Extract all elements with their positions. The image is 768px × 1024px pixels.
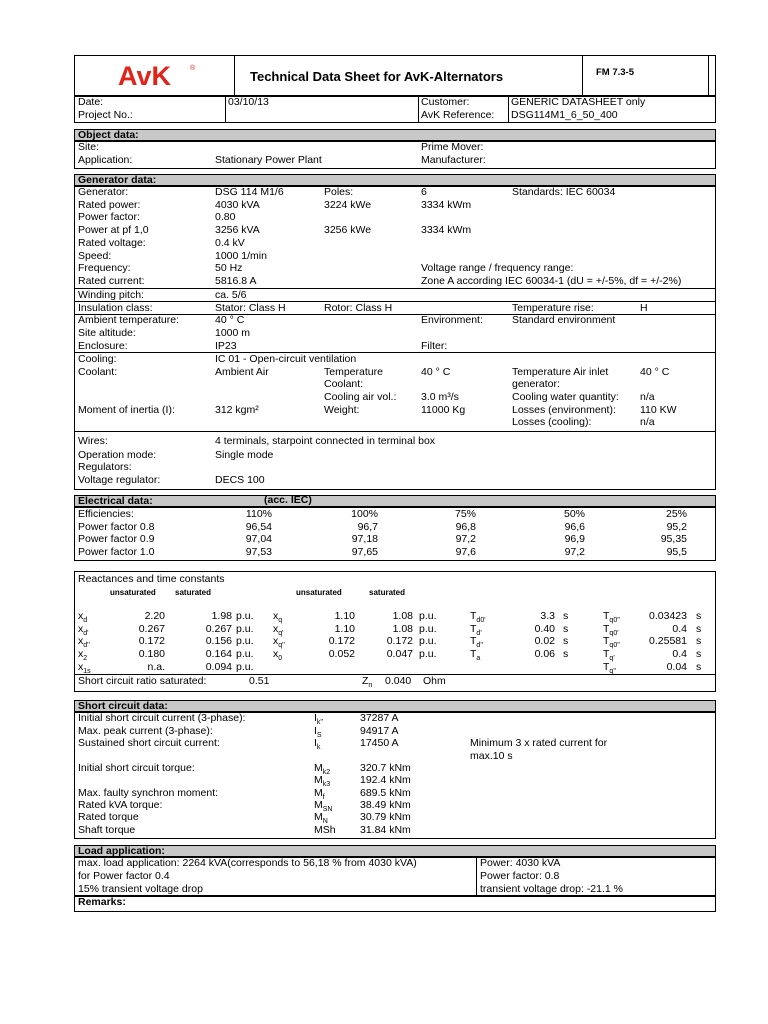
reactance-unit: s [696,635,702,648]
generator-row-cell: DSG 114 M1/6 [215,186,284,198]
customer-label: Customer: [421,96,470,108]
generator-row-cell: Poles: [324,186,354,198]
reactance-value: 3.3 [540,610,555,622]
winding-label: Winding pitch: [78,289,144,301]
short-circuit-label: Max. peak current (3-phase): [78,725,213,737]
voltage-reg-label: Voltage regulator: [78,474,161,486]
reactance-unit: s [563,648,569,661]
reactance-value: 1.08 [392,622,413,635]
object-data-header: Object data: [74,129,716,141]
generator-row-cell: Zone A according IEC 60034-1 (dU = +/-5%, df = +/-2%) [421,274,682,287]
scr-label: Short circuit ratio saturated: [78,675,207,687]
electrical-value: 25% [665,508,687,520]
reactance-symbol: $x_{d''}$ [78,635,90,650]
generator-row-cell: Power at pf 1,0 [78,224,149,237]
reactance-value: 0.172 [328,635,355,648]
cooling-value: IC 01 - Open-circuit ventilation [215,353,357,365]
remarks-heading: Remarks: [78,896,126,908]
reactance-symbol: $x_2$ [78,648,88,663]
reactance-value: 0.03423 [649,610,687,622]
reactance-symbol: $T_{d0'}$ [470,610,486,625]
site-label: Site: [78,141,100,153]
ambient-value: 40 ° C [215,314,245,326]
temp-coolant-value: 40 ° C [421,366,451,378]
electrical-row-label: Power factor 1.0 [78,546,155,559]
reactance-value: 1.10 [334,610,355,622]
short-circuit-label: Rated kVA torque: [78,799,163,811]
generator-row-cell: 3256 kWe [324,224,372,237]
reactance-value: 0.40 [534,622,555,635]
altitude-value: 1000 m [215,327,251,339]
short-circuit-label: Initial short circuit torque: [78,762,195,774]
generator-row-cell: Standards: IEC 60034 [512,186,616,198]
short-circuit-label: Max. faulty synchron moment: [78,787,219,799]
reactance-unit: p.u. [236,622,254,635]
scr-value: 0.51 [249,675,270,687]
generator-row-cell: Power factor: [78,211,140,224]
short-circuit-symbol: $M_{k3}$ [314,774,331,789]
electrical-value: 97,6 [455,546,476,559]
filter-label: Filter: [421,340,448,352]
reactance-symbol: $T_a$ [470,648,481,663]
remarks-box [74,896,716,912]
generator-row-cell: 3334 kWm [421,224,472,237]
generator-row-cell: 4030 kVA [215,198,260,211]
reactance-unit: p.u. [419,610,437,622]
short-circuit-symbol: $I_k$ [314,737,321,752]
reactance-symbol: $x_{d'}$ [78,622,89,637]
short-circuit-label: Initial short circuit current (3-phase): [78,712,246,724]
losses-env-value: 110 KW [640,404,677,416]
electrical-value: 97,2 [455,533,476,546]
zn-label: $Z_n$ [362,675,373,690]
reactance-symbol: $x_{q''}$ [273,635,285,650]
insulation-label: Insulation class: [78,302,153,314]
reactance-value: 0.180 [138,648,165,661]
manufacturer-label: Manufacturer: [421,154,486,166]
temp-rise-value: H [640,302,648,314]
electrical-row-label: Power factor 0.9 [78,533,155,546]
reactance-unit: p.u. [419,622,437,635]
short-circuit-value: 689.5 kNm [360,787,411,799]
reactance-value: n.a. [147,660,165,673]
ambient-label: Ambient temperature: [78,314,179,326]
application-label: Application: [78,154,133,166]
operation-value: Single mode [215,449,274,461]
cooling-label: Cooling: [78,353,117,365]
reference-value: DSG114M1_6_50_400 [511,109,618,121]
generator-row-cell: Rated voltage: [78,236,146,249]
generator-row-cell: 6 [421,186,427,198]
col-saturated-2: saturated [369,588,406,597]
weight-label: Weight: [324,404,360,416]
short-circuit-label: Rated torque [78,811,139,823]
cooling-water-label: Cooling water quantity: [512,391,619,403]
reactance-value: 0.4 [672,648,687,661]
reactance-unit: s [563,635,569,648]
object-data-box [74,141,716,169]
temp-coolant-label: Temperature Coolant: [324,366,383,390]
short-circuit-value: 94917 A [360,725,399,737]
reactance-value: 1.08 [392,610,413,622]
cooling-air-value: 3.0 m³/s [421,391,459,403]
electrical-value: 100% [351,508,378,520]
electrical-value: 96,9 [564,533,585,546]
short-circuit-value: 192.4 kNm [360,774,411,786]
reactance-unit: p.u. [236,610,254,622]
reactance-value: 0.267 [205,622,232,635]
reactance-value: 0.172 [386,635,413,648]
reactance-unit: p.u. [236,635,254,648]
losses-cool-value: n/a [640,416,655,428]
reactance-symbol: $T_{q0'}$ [603,622,619,637]
reactance-symbol: $T_{d''}$ [470,635,483,650]
reactance-value: 2.20 [144,610,165,622]
losses-cool-label: Losses (cooling): [512,416,592,428]
electrical-value: 97,65 [351,546,378,559]
electrical-value: 75% [454,508,476,520]
reactance-unit: s [563,622,569,635]
short-circuit-symbol: MSh [314,824,336,836]
reactance-unit: s [696,660,702,673]
reactance-value: 0.094 [205,660,232,673]
reactance-unit: s [696,610,702,622]
short-circuit-label: Sustained short circuit current: [78,737,220,749]
reactances-heading: Reactances and time constants [78,573,225,585]
load-line-3: 15% transient voltage drop [78,883,203,895]
customer-value: GENERIC DATASHEET only [511,96,646,108]
load-right-2: Power factor: 0.8 [480,870,560,882]
reactance-symbol: $x_{1s}$ [78,660,91,675]
reactance-symbol: $x_{q'}$ [273,622,284,637]
reactance-value: 0.4 [672,622,687,635]
load-right-1: Power: 4030 kVA [480,857,561,869]
reactance-value: 0.06 [534,648,555,661]
electrical-data-box [74,507,716,561]
generator-row-cell: Rated power: [78,198,141,211]
weight-value: 11000 Kg [421,404,466,416]
reactance-value: 1.10 [334,622,355,635]
generator-row-cell: 3256 kVA [215,224,260,237]
minimum-note-1: Minimum 3 x rated current for [470,737,608,749]
temp-air-label: Temperature Air inlet generator: [512,366,609,390]
short-circuit-value: 38.49 kNm [360,799,411,811]
generator-row-cell: Generator: [78,186,129,198]
reactance-unit: s [563,610,569,622]
reactance-value: 0.047 [386,648,413,661]
electrical-row-label: Efficiencies: [78,508,134,520]
winding-value: ca. 5/6 [215,289,247,301]
load-line-2: for Power factor 0.4 [78,870,170,882]
cooling-air-label: Cooling air vol.: [324,391,397,403]
col-saturated-1: saturated [175,588,212,597]
reactance-unit: p.u. [236,660,254,673]
electrical-value: 95,5 [666,546,687,559]
electrical-row-label: Power factor 0.8 [78,520,155,533]
reference-label: AvK Reference: [421,109,495,121]
generator-row-cell: Frequency: [78,262,131,275]
electrical-data-header: Electrical data: [74,495,716,507]
altitude-label: Site altitude: [78,327,136,339]
short-circuit-symbol: $I_{k''}$ [314,712,324,727]
coolant-label: Coolant: [78,366,118,378]
electrical-value: 95,35 [660,533,687,546]
environment-label: Environment: [421,314,483,326]
reactance-symbol: $T_{q'}$ [603,648,615,663]
generator-row-cell: Speed: [78,249,112,262]
wires-value: 4 terminals, starpoint connected in terminal box [215,435,436,447]
document-title: Technical Data Sheet for AvK-Alternators [250,69,504,84]
reactance-unit: s [696,622,702,635]
short-circuit-value: 320.7 kNm [360,762,411,774]
reactance-unit: p.u. [419,635,437,648]
reactance-symbol: $x_q$ [273,610,283,625]
enclosure-value: IP23 [215,340,237,352]
col-unsaturated-1: unsaturated [110,588,156,597]
col-unsaturated-2: unsaturated [296,588,342,597]
electrical-value: 110% [245,508,272,520]
zn-unit: Ohm [423,675,446,687]
generator-row-cell: 50 Hz [215,262,243,275]
inertia-label: Moment of inertia (I): [78,404,175,416]
cooling-water-value: n/a [640,391,655,403]
date-value: 03/10/13 [228,96,269,108]
electrical-value: 96,7 [357,520,378,533]
generator-row-cell: 0.4 kV [215,236,245,249]
generator-data-header: Generator data: [74,174,716,186]
reactance-unit: p.u. [419,648,437,661]
avk-logo [118,60,198,90]
prime-mover-label: Prime Mover: [421,141,484,153]
temp-rise-label: Temperature rise: [512,302,594,314]
reactance-symbol: $T_{q''}$ [603,660,616,675]
svg-text:AvK: AvK [118,61,172,90]
insulation-stator: Stator: Class H [215,302,286,314]
electrical-subheading: (acc. IEC) [264,494,312,506]
short-circuit-symbol: $M_{k2}$ [314,762,331,777]
short-circuit-value: 30.79 kNm [360,811,411,823]
load-line-1: max. load application: 2264 kVA(corresponds to 56,18 % from 4030 kVA) [78,857,417,869]
insulation-rotor: Rotor: Class H [324,302,393,314]
reactance-value: 0.02 [534,635,555,648]
reactance-value: 1.98 [211,610,232,622]
load-application-header: Load application: [74,845,716,857]
date-label: Date: [78,96,104,108]
generator-row-cell: 3224 kWe [324,198,372,211]
coolant-value: Ambient Air [215,366,269,378]
reactance-symbol: $x_0$ [273,648,283,663]
electrical-value: 97,04 [245,533,272,546]
reactance-symbol: $T_{q0''}$ [603,635,620,650]
reactance-value: 0.267 [138,622,165,635]
electrical-value: 96,6 [564,520,585,533]
temp-air-value: 40 ° C [640,366,670,378]
svg-text:®: ® [190,65,196,72]
reactance-symbol: $T_{d'}$ [470,622,482,637]
short-circuit-header: Short circuit data: [74,700,716,712]
reactance-value: 0.172 [138,635,165,648]
electrical-value: 96,54 [245,520,272,533]
generator-row-cell: 1000 1/min [215,249,267,262]
reactance-symbol: $T_{q0''}$ [603,610,620,625]
electrical-value: 95,2 [666,520,687,533]
short-circuit-value: 31.84 kNm [360,824,411,836]
short-circuit-value: 17450 A [360,737,399,749]
minimum-note-2: max.10 s [470,750,513,762]
reactance-value: 0.164 [205,648,232,661]
electrical-value: 50% [563,508,585,520]
regulators-label: Regulators: [78,461,132,473]
voltage-reg-value: DECS 100 [215,474,265,486]
enclosure-label: Enclosure: [78,340,128,352]
reactance-value: 0.04 [666,660,687,673]
application-value: Stationary Power Plant [215,154,322,166]
inertia-value: 312 kgm² [215,404,259,416]
reactance-unit: s [696,648,702,661]
generator-row-cell: 0.80 [215,211,236,224]
short-circuit-symbol: $I_S$ [314,725,322,740]
wires-label: Wires: [78,435,108,447]
short-circuit-symbol: $M_f$ [314,787,325,802]
generator-row-cell: Voltage range / frequency range: [421,262,574,275]
short-circuit-value: 37287 A [360,712,399,724]
generator-row-cell: 5816.8 A [215,274,257,287]
reactance-value: 0.25581 [649,635,687,648]
electrical-value: 97,2 [564,546,585,559]
short-circuit-symbol: $M_{SN}$ [314,799,333,814]
electrical-value: 97,53 [245,546,272,559]
electrical-value: 97,18 [351,533,378,546]
environment-value: Standard environment [512,314,616,326]
reactance-value: 0.156 [205,635,232,648]
operation-label: Operation mode: [78,449,157,461]
zn-value: 0.040 [385,675,412,687]
losses-env-label: Losses (environment): [512,404,616,416]
form-number: FM 7.3-5 [596,67,635,78]
project-label: Project No.: [78,109,133,121]
short-circuit-label: Shaft torque [78,824,136,836]
electrical-value: 96,8 [455,520,476,533]
generator-row-cell: Rated current: [78,274,145,287]
reactance-symbol: $x_d$ [78,610,88,625]
load-right-3: transient voltage drop: -21.1 % [480,883,624,895]
generator-row-cell: 3334 kWm [421,198,472,211]
reactance-unit: p.u. [236,648,254,661]
short-circuit-symbol: $M_N$ [314,811,328,826]
reactance-value: 0.052 [328,648,355,661]
